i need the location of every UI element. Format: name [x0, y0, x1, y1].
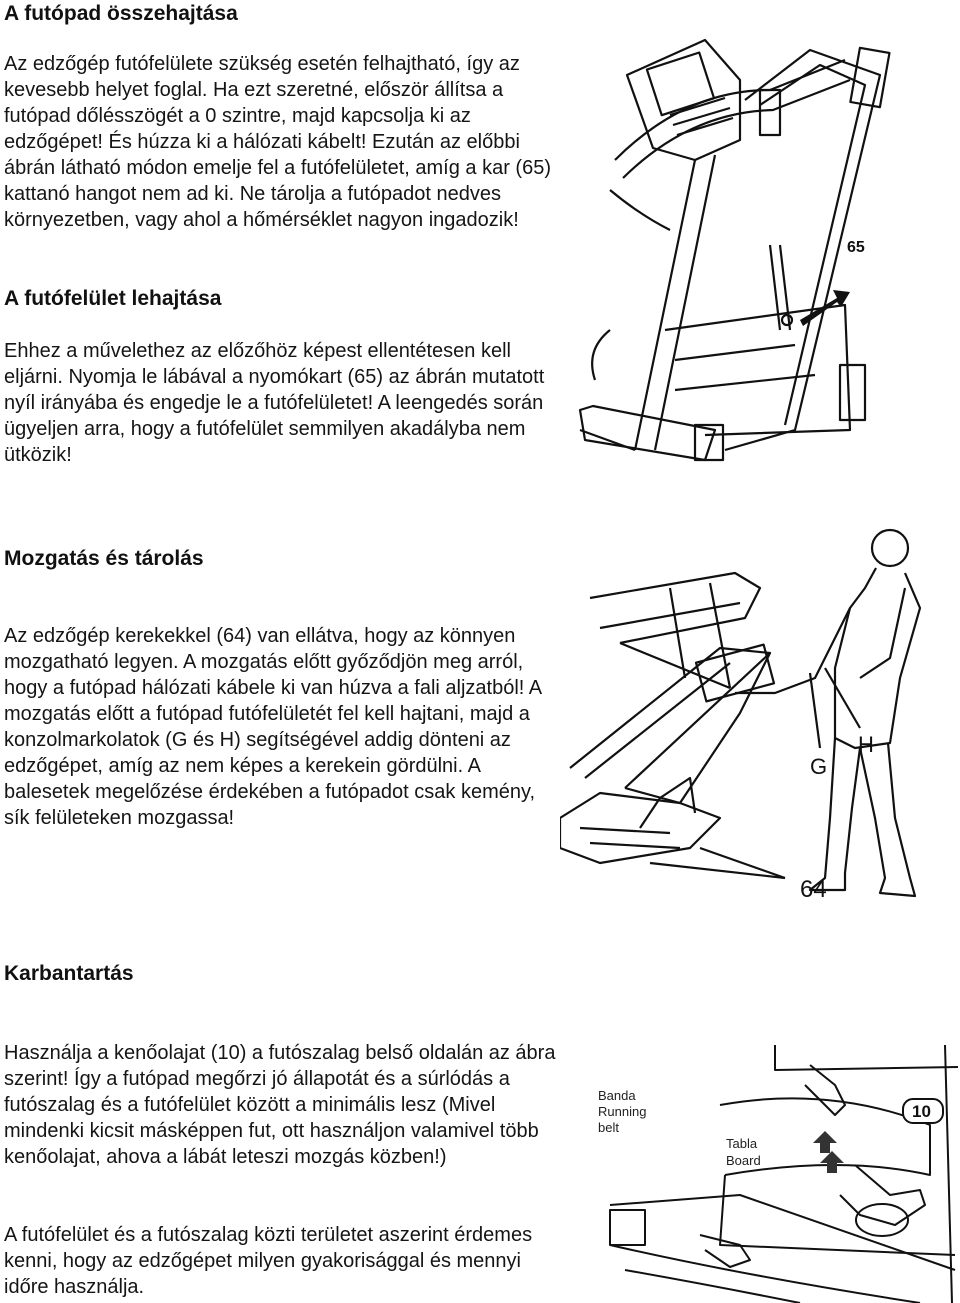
lubrication-figure — [590, 1045, 958, 1303]
lift-arrow-icon-2 — [820, 1151, 844, 1173]
folded-treadmill-figure — [575, 30, 915, 470]
section-title-maintenance: Karbantartás — [4, 962, 134, 985]
belt-label-en-2: belt — [598, 1120, 619, 1135]
oil-label: 10 — [912, 1102, 931, 1121]
maintenance-text-2: A futófelület és a futószalag közti területet aszerint érdemes kenni, hogy az edzőgépet milyen gyakorisággal és mennyi időre használja. — [4, 1224, 533, 1298]
belt-label-hu: Banda — [598, 1088, 636, 1103]
wheel-label: 64 — [800, 876, 827, 903]
moving-text: Az edzőgép kerekekkel (64) van ellátva, hogy az könnyen mozgatható legyen. A mozgatás előtt győződjön meg arról, hogy a futópad hálózati kábele ki van húzva a fali aljzatból! A mozgatás előtt a futópad futófelületét fel kell hajtani, majd a konzolmarkolatok (G és H) segítségével addig dönteni az edzőgépet, amíg az nem képes a kerekein gördülni. A balesetek megelőzése érdekében a futópadot csak kemény, sík felületeken mozgassa! — [4, 625, 542, 829]
board-label-hu: Tabla — [726, 1136, 758, 1151]
board-label-en: Board — [726, 1153, 761, 1168]
handle-h-label: H — [858, 732, 874, 757]
press-arrow-icon — [800, 290, 850, 326]
maintenance-text-1: Használja a kenőolajat (10) a futószalag belső oldalán az ábra szerint! Így a futópad megőrzi jó állapotát és a súrlódás a futószalag és a futófelület között a minimális lesz (Mivel mindenki kicsit másképpen fut, ott használjon valamivel több kenőolajat, ahova a lábát leteszi mozgás közben!) — [4, 1042, 556, 1168]
section-title-moving: Mozgatás és tárolás — [4, 547, 204, 570]
section-title-fold-up: A futópad összehajtása — [4, 2, 238, 25]
fold-up-text: Az edzőgép futófelülete szükség esetén felhajtható, így az kevesebb helyet foglal. Ha ezt szeretné, először állítsa a futópad dőlésszögét a 0 szintre, majd kapcsolja ki az edzőgépet! És húzza ki a hálózati kábelt! Ezután az előbbi ábrán látható módon emelje fel a futófelületet, amíg a kar (65) kattanó hangot nem ad ki. Ne tárolja a futópadot nedves környezetben, vagy ahol a hőmérséklet nagyon ingadozik! — [4, 53, 551, 231]
belt-label-en-1: Running — [598, 1104, 647, 1119]
lift-arrow-icon — [813, 1131, 837, 1153]
fold-down-text: Ehhez a művelethez az előzőhöz képest ellentétesen kell eljárni. Nyomja le lábával a nyomókart (65) az ábrán mutatott nyíl irányába és engedje le a futófelületet! A leengedés során ügyeljen arra, hogy a futófelület semmilyen akadályba nem ütközik! — [4, 340, 545, 466]
section-title-fold-down: A futófelület lehajtása — [4, 287, 222, 310]
lever-label: 65 — [847, 239, 865, 256]
handle-g-label: G — [810, 754, 828, 779]
moving-treadmill-figure — [560, 528, 945, 913]
